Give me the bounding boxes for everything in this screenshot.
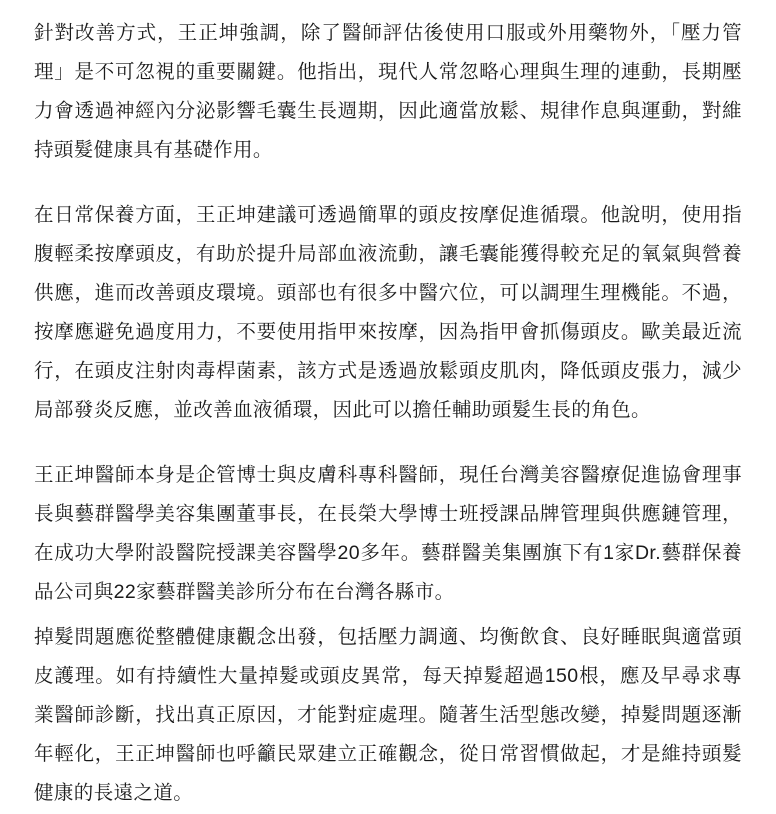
paragraph-stress-management: 針對改善方式，王正坤強調，除了醫師評估後使用口服或外用藥物外，「壓力管理」是不可忽視的重要關鍵。他指出，現代人常忽略心理與生理的連動，長期壓力會透過神經內分泌影響毛囊生長週期，因此適當放鬆、規律作息與運動，對維持頭髮健康具有基礎作用。 [34,22,742,161]
paragraph-doctor-profile: 王正坤醫師本身是企管博士與皮膚科專科醫師，現任台灣美容醫療促進協會理事長與藝群醫學美容集團董事長，在長榮大學博士班授課品牌管理與供應鏈管理，在成功大學附設醫院授課美容醫學20多年。藝群醫美集團旗下有1家Dr.藝群保養品公司與22家藝群醫美診所分布在台灣各縣市。 [34,464,742,603]
paragraph-daily-care: 在日常保養方面，王正坤建議可透過簡單的頭皮按摩促進循環。他說明，使用指腹輕柔按摩頭皮，有助於提升局部血液流動，讓毛囊能獲得較充足的氧氣與營養供應，進而改善頭皮環境。頭部也有很多中醫穴位，可以調理生理機能。不過，按摩應避免過度用力，不要使用指甲來按摩，因為指甲會抓傷頭皮。歐美最近流行，在頭皮注射肉毒桿菌素，該方式是透過放鬆頭皮肌肉，降低頭皮張力，減少局部發炎反應，並改善血液循環，因此可以擔任輔助頭髮生長的角色。 [34,204,742,421]
paragraph-conclusion: 掉髮問題應從整體健康觀念出發，包括壓力調適、均衡飲食、良好睡眠與適當頭皮護理。如有持續性大量掉髮或頭皮異常，每天掉髮超過150根，應及早尋求專業醫師診斷，找出真正原因，才能對症處理。隨著生活型態改變，掉髮問題逐漸年輕化，王正坤醫師也呼籲民眾建立正確觀念，從日常習慣做起，才是維持頭髮健康的長遠之道。 [34,626,742,804]
